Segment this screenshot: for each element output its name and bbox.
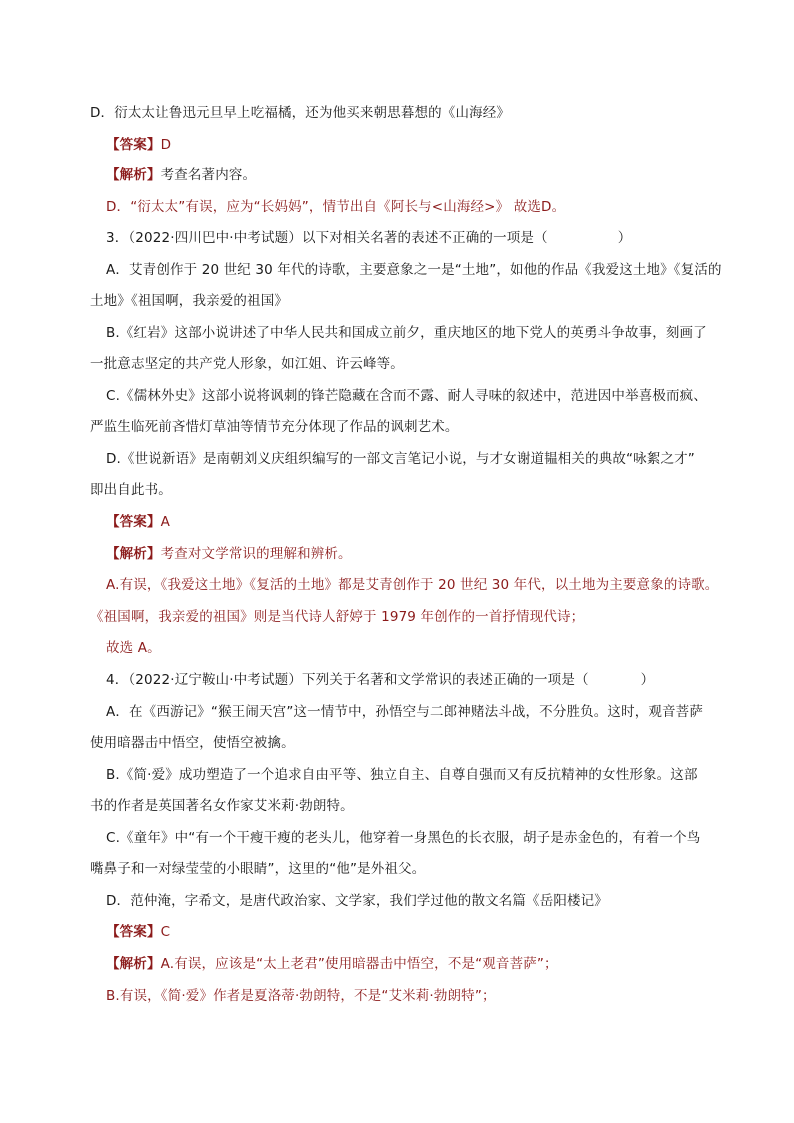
question-close: ） bbox=[640, 672, 655, 688]
answer-tag: 【答案】 bbox=[106, 924, 161, 940]
q3-option-b-line2: 一批意志坚定的共产党人形象，如江姐、许云峰等。 bbox=[90, 356, 404, 372]
answer-value: D bbox=[160, 137, 172, 153]
q3-answer bbox=[106, 513, 170, 531]
q4-option-d: D．范仲淹，字希文，是唐代政治家、文学家，我们学过他的散文名篇《岳阳楼记》 bbox=[106, 893, 608, 909]
q3-option-c-line1: C.《儒林外史》这部小说将讽刺的锋芒隐藏在含而不露、耐人寻味的叙述中，范进因中举喜极而疯、 bbox=[106, 388, 707, 404]
q3-explanation-line2: 《祖国啊，我亲爱的祖国》则是当代诗人舒婷于 1979 年创作的一首抒情现代诗； bbox=[90, 609, 585, 625]
question-number: 3． bbox=[106, 230, 129, 246]
answer-tag: 【答案】 bbox=[106, 514, 161, 530]
q4-option-b-line2: 书的作者是英国著名女作家艾米莉·勃朗特。 bbox=[90, 798, 354, 814]
question-source: （2022·辽宁鞍山·中考试题） bbox=[128, 672, 302, 688]
q4-stem bbox=[106, 671, 654, 689]
q3-option-b-line1: B.《红岩》这部小说讲述了中华人民共和国成立前夕，重庆地区的地下党人的英勇斗争故事，刻画了 bbox=[106, 325, 707, 341]
q3-stem bbox=[106, 229, 631, 247]
explanation-tag: 【解析】 bbox=[106, 546, 161, 562]
explanation-tag: 【解析】 bbox=[106, 956, 161, 972]
question-close: ） bbox=[617, 230, 632, 246]
q4-option-c-line1: C.《童年》中“有一个干瘦干瘦的老头儿，他穿着一身黑色的长衣服，胡子是赤金色的，有着一个鸟 bbox=[106, 830, 701, 846]
q4-explanation-line1 bbox=[106, 955, 558, 973]
q3-option-d-line2: 即出自此书。 bbox=[90, 482, 172, 498]
q4-option-b-line1: B.《简·爱》成功塑造了一个追求自由平等、独立自主、自尊自强而又有反抗精神的女性形象。这部 bbox=[106, 767, 698, 783]
question-text: 以下对相关名著的表述不正确的一项是（ bbox=[301, 230, 548, 246]
q2-answer bbox=[106, 136, 171, 154]
question-source: （2022·四川巴中·中考试题） bbox=[128, 230, 302, 246]
q3-explanation-line1: A.有误，《我爱这土地》《复活的土地》都是艾青创作于 20 世纪 30 年代，以土地为主要意象的诗歌。 bbox=[106, 577, 719, 593]
explanation-tag: 【解析】 bbox=[106, 167, 161, 183]
q4-option-a-line2: 使用暗器击中悟空，使悟空被擒。 bbox=[90, 735, 295, 751]
q3-option-a-line2: 土地》《祖国啊，我亲爱的祖国》 bbox=[90, 293, 288, 309]
explanation-text: 考查对文学常识的理解和辨析。 bbox=[160, 546, 352, 562]
q3-option-c-line2: 严监生临死前吝惜灯草油等情节充分体现了作品的讽刺艺术。 bbox=[90, 419, 459, 435]
q3-explanation-line3: 故选 A。 bbox=[106, 640, 161, 656]
q3-option-a-line1: A．艾青创作于 20 世纪 30 年代的诗歌，主要意象之一是“土地”，如他的作品《我爱这土地》《复活的 bbox=[106, 262, 722, 278]
q4-option-c-line2: 嘴鼻子和一对绿莹莹的小眼睛”，这里的“他”是外祖父。 bbox=[90, 861, 426, 877]
explanation-text: A.有误，应该是“太上老君”使用暗器击中悟空，不是“观音菩萨”； bbox=[160, 956, 558, 972]
question-number: 4． bbox=[106, 672, 129, 688]
answer-tag: 【答案】 bbox=[106, 137, 161, 153]
explanation-text: 考查名著内容。 bbox=[160, 167, 257, 183]
q4-answer bbox=[106, 923, 170, 941]
answer-value: A bbox=[160, 514, 170, 530]
q2-explanation bbox=[106, 166, 256, 184]
q4-option-a-line1: A．在《西游记》“猴王闹天宫”这一情节中，孙悟空与二郎神赌法斗战，不分胜负。这时，观音菩萨 bbox=[106, 704, 703, 720]
q4-explanation-line2: B.有误，《简·爱》作者是夏洛蒂·勃朗特，不是“艾米莉·勃朗特”； bbox=[106, 988, 496, 1004]
q2-explanation-detail: D．“衍太太”有误，应为“长妈妈”，情节出自《阿长与<山海经>》 故选D。 bbox=[106, 199, 566, 215]
answer-value: C bbox=[160, 924, 171, 940]
q3-explanation bbox=[106, 545, 352, 563]
q3-option-d-line1: D.《世说新语》是南朝刘义庆组织编写的一部文言笔记小说，与才女谢道韫相关的典故“咏絮之才” bbox=[106, 451, 695, 467]
q2-option-d: D．衍太太让鲁迅元旦早上吃福橘，还为他买来朝思暮想的《山海经》 bbox=[90, 105, 511, 121]
question-text: 下列关于名著和文学常识的表述正确的一项是（ bbox=[301, 672, 589, 688]
